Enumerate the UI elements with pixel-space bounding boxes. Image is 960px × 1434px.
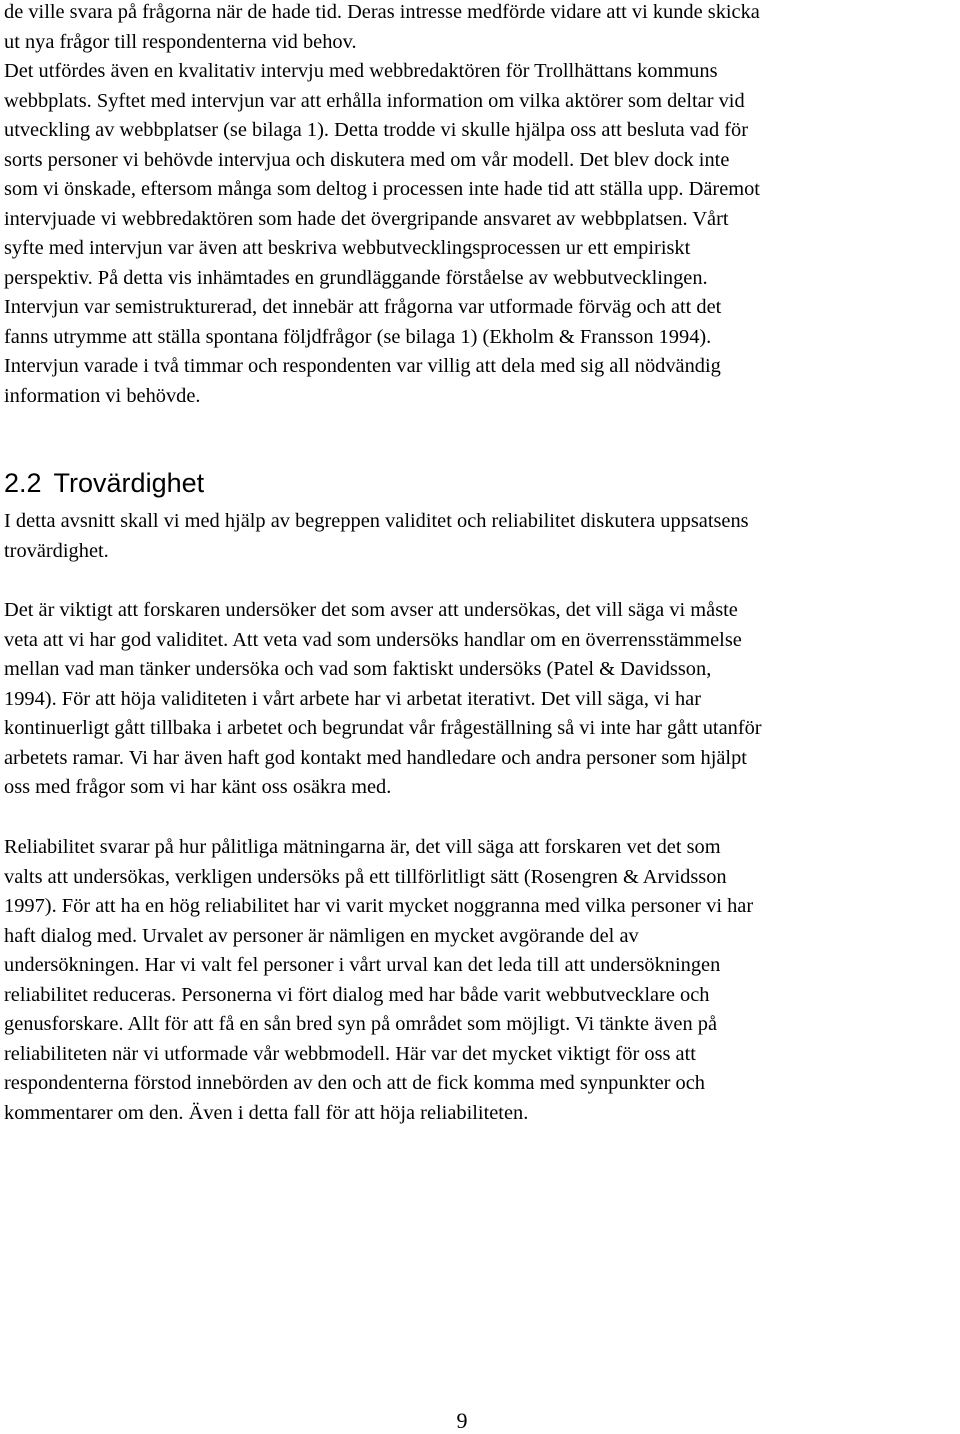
text-line: de ville svara på frågorna när de hade tid. Deras intresse medförde vidare att vi kunde skicka xyxy=(4,1,760,23)
text-line: reliabilitet reduceras. Personerna vi fört dialog med har både varit webbutvecklare och xyxy=(4,983,710,1006)
text-line: haft dialog med. Urvalet av personer är nämligen en mycket avgörande del av xyxy=(4,924,639,947)
text-line: trovärdighet. xyxy=(4,539,109,562)
text-line: oss med frågor som vi har känt oss osäkra med. xyxy=(4,776,392,798)
text-line: Intervjun var semistrukturerad, det innebär att frågorna var utformade förväg och att det xyxy=(4,296,722,318)
intro-paragraph xyxy=(4,0,760,411)
text-line: fanns utrymme att ställa spontana följdfrågor (se bilaga 1) (Ekholm & Fransson 1994). xyxy=(4,325,712,348)
text-line: utveckling av webbplatser (se bilaga 1). Detta trodde vi skulle hjälpa oss att besluta vad för xyxy=(4,119,749,141)
text-line: Det är viktigt att forskaren undersöker det som avser att undersökas, det vill säga vi måste xyxy=(4,599,738,621)
text-line: information vi behövde. xyxy=(4,384,201,407)
text-line: sorts personer vi behövde intervjua och diskutera med om vår modell. Det blev dock inte xyxy=(4,148,730,171)
text-line: Det utfördes även en kvalitativ intervju med webbredaktören för Trollhättans kommuns xyxy=(4,60,718,82)
text-line: webbplats. Syftet med intervjun var att erhålla information om vilka aktörer som deltar vid xyxy=(4,89,745,112)
text-line: som vi önskade, eftersom många som deltog i processen inte hade tid att ställa upp. Däremot xyxy=(4,178,760,200)
text-line: syfte med intervjun var även att beskriva webbutvecklingsprocessen ur ett empiriskt xyxy=(4,237,691,259)
text-line: reliabiliteten när vi utformade vår webbmodell. Här var det mycket viktigt för oss att xyxy=(4,1042,696,1065)
text-line: valts att undersökas, verkligen undersöks på ett tillförlitligt sätt (Rosengren & Arvidsson xyxy=(4,865,727,888)
page-number: 9 xyxy=(456,1408,468,1433)
reliability-paragraph xyxy=(4,833,753,1128)
text-line: kommentarer om den. Även i detta fall för att höja reliabiliteten. xyxy=(4,1101,529,1124)
text-line: intervjuade vi webbredaktören som hade det övergripande ansvaret av webbplatsen. Vårt xyxy=(4,207,729,230)
text-line: I detta avsnitt skall vi med hjälp av begreppen validitet och reliabilitet diskutera uppsatsens xyxy=(4,510,749,532)
text-line: mellan vad man tänker undersöka och vad som faktiskt undersöks (Patel & Davidsson, xyxy=(4,658,712,680)
text-line: Intervjun varade i två timmar och respondenten var villig att dela med sig all nödvändig xyxy=(4,355,721,377)
text-line: 1994). För att höja validiteten i vårt arbete har vi arbetat iterativt. Det vill säga, vi har xyxy=(4,687,702,710)
text-line: ut nya frågor till respondenterna vid behov. xyxy=(4,30,357,53)
text-line: 1997). För att ha en hög reliabilitet har vi varit mycket noggranna med vilka personer vi har xyxy=(4,895,754,917)
section-number: 2.2 xyxy=(4,468,42,498)
text-line: perspektiv. På detta vis inhämtades en grundläggande förståelse av webbutvecklingen. xyxy=(4,266,708,289)
text-line: genusforskare. Allt för att få en sån bred syn på området som möjligt. Vi tänkte även på xyxy=(4,1013,718,1035)
text-line: veta att vi har god validitet. Att veta vad som undersöks handlar om en överrensstämmelse xyxy=(4,628,742,651)
text-line: arbetets ramar. Vi har även haft god kontakt med handledare och andra personer som hjälpt xyxy=(4,746,747,769)
section-title: Trovärdighet xyxy=(53,468,205,498)
text-line: Reliabilitet svarar på hur pålitliga mätningarna är, det vill säga att forskaren vet det som xyxy=(4,836,721,858)
text-line: undersökningen. Har vi valt fel personer i vårt urval kan det leda till att undersökningen xyxy=(4,954,721,976)
section-heading xyxy=(4,465,204,501)
section-intro-paragraph xyxy=(4,507,749,566)
text-line: kontinuerligt gått tillbaka i arbetet och begrundat vår frågeställning så vi inte har gått utanför xyxy=(4,717,762,739)
validity-paragraph xyxy=(4,596,762,803)
text-line: respondenterna förstod innebörden av den och att de fick komma med synpunkter och xyxy=(4,1072,705,1094)
